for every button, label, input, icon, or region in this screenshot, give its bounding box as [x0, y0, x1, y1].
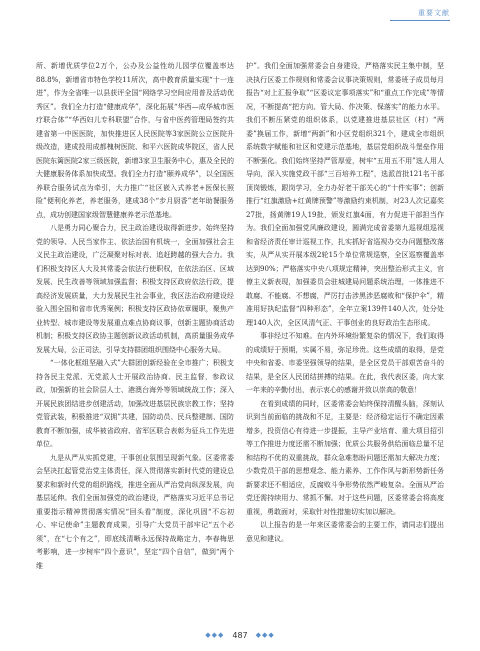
- paragraph: 所、新增优质学位2万个，公办及公益性幼儿园学位覆盖率达88.8%，新增省市特色学校11所次，高中教育质量实现“十一连进”，作为全省唯一以县获评全国“网络学习空间应用普及活动优秀区”。我们全力打造“健康成华”，深化拓展“华西—成华城市医疗联合体”“华西妇儿专科联盟”合作，与省中医药管理局签约共建省第一中医医院，加快推进区人民医院等3家医院公立医院升级改造，建成投用成都槐树医院、和平六医院成华院区，省人民医院东篱医院2家三级医院，新增3家卫生服务中心，惠及全民的大健康服务体系加快成型。我们全力打造“颐养成华”，以全国医养联合服务试点为牵引，大力推广“社区嵌入式养老+医保长照险”便利化养老，养老服务，建成38个“步月厨香”老年助餐服务点，成功创建国家级智慧健康养老示范基地。: [36, 62, 234, 219]
- page-footer: [0, 628, 480, 642]
- paragraph: 以上报告的是一年来区委常委会的主要工作，请同志们提出意见和建议。: [246, 521, 444, 543]
- paragraph: 在看到成绩的同时，区委常委会始终保持清醒头脑，深刻认识到当前面临的挑战和不足，主要是：经济稳定运行不确定因素增多，投资信心有待进一步提振，主导产业培育、重大项目招引等工作推进力度还需不断加强；优质公共服务供给面临总量不足和结构不优的双重挑战，群众急难愁盼问题还需加大解决力度；少数党员干部的思想观念、能力素养、工作作风与新形势新任务新要求还不相适应，反腐败斗争形势依然严峻复杂。全面从严治党还需持续用力、常抓不懈。对于这些问题，区委常委会将高度重视，勇敢面对，采取针对性措施切实加以解决。: [246, 399, 444, 516]
- body-columns: [36, 60, 444, 620]
- paragraph: 八是勇力同心聚合力，民主政治建设取得新进步。始终坚持党的领导、人民当家作主、依法治国有机统一，全面加强社会主义民主政治建设，广泛凝聚对标对表、追赶跨越的强大合力。我们积极支持区人大及其常委会依法行使职权，在依法治区、区域发展、民生改善等领域加强监督；积极支持区政府依法行政，提高经济发展质量，大力发展民生社会事业，我区法治政府建设经验入围全国和省市优秀案例；积极支持区政协依章履职，聚焦产业转型、城市建设等发展重点难点协商议事，创新主题协商活动机制；积极支持区政协主题创新议政活动机制，高质量服务成华发展大局，公正司法，引导支持群团组织围绕中心服务大局。: [36, 224, 234, 354]
- footer-ornament-right: ◆◆◆: [255, 631, 275, 639]
- paragraph: “一体化框组坚融入式”大群团创新经验在全市推广；积极支持各民主党派、无党派人士开展政治协商、民主监督，参政议政，加强新的社会阶层人士、港澳台海外等领域统战工作；深入开展民族团结进步创建活动，加强改进基层民族宗教工作；坚持党管武装，积极推进“双拥”共建，国防动员、民兵整建制、国防教育不断加强，成华被省政府、省军区联合表彰为征兵工作先进单位。: [36, 359, 234, 448]
- left-column: [36, 60, 234, 620]
- page-number: 487: [232, 630, 248, 640]
- paragraph: 护”。我们全面加强常委会自身建设，严格落实民主集中制，坚决执行区委工作规则和常委会议事决策规则，常委班子成员每月报告“对上汇报争取”“区委议定事项落实”和“重点工作完成”等情况，不断提高“把方向、管大局、作决策、保落实”的能力水平。我们不断压紧党的组织体系，以党建推进基层社区（村）“两委”换届工作，新增“两新”和小区党组织321个，建成全市组织系统数字赋能和社区和党建示范基地，基层党组织战斗堡垒作用不断强化。我们始终坚持严管厚爱，树牢“五用五不用”选人用人导向，深入实施党政干部“三百培养工程”，选派首批121名干部顶岗锻炼，跟岗学习，全力办好老干部关心的“十件实事”；创新推行“红旗激励+红黄牌预警”等激励约束机制，对23人次记嘉奖27批，扬黄牌19人19批，颁发红旗4面，有力促进干部担当作为。我们全面加强党风廉政建设，圆满完成省委第九巡视组巡视和省经济责任审计巡视工作，扎实抓好省巡视办交办问题整改落实，从严从实开展本级2轮15个单位常规巡察，全区巡察覆盖率达到90%；严格落实中央八项规定精神，突出整治形式主义，官僚主义新表现，加强委员会驻城建局问题系统治理，一体推进不敢腐、不能腐、不想腐，严厉打击涉黑涉恶腐败和“保护伞”，精准用好执纪监督“四种形态”，全年立案139件140人次，处分处理140人次，全区风清气正、干事创业的良好政治生态形成。: [246, 62, 444, 327]
- header-rule: [390, 20, 450, 21]
- right-column: [246, 60, 444, 620]
- page-header: [0, 0, 480, 58]
- footer-ornament-left: ◆◆◆: [205, 631, 225, 639]
- paragraph: 九是从严从实抓党建，干事创业氛围呈现新气象。区委常委会坚决扛起管党治党主体责任，深入贯彻落实新时代党的建设总要求和新时代党的组织路线，推进全面从严治党向纵深发展，向基层延伸。我们全面加强党的政治建设，严格落实习近平总书记重要指示精神贯彻落实情况“回头看”制度，深化巩固“不忘初心、牢记使命”主题教育成果，引导广大党员干部牢记“五个必须”，在“七个有之”，即底线清晰永远保持战略定力，李春梅思考影响，进一步树牢“四个意识”，坚定“四个自信”，做到“两个维: [36, 453, 234, 570]
- section-label: 重要文献: [418, 9, 450, 17]
- paragraph: 事非经过不知难。在内外环境纷繁复杂的情况下，我们取得的成绩好于预期，实属不易，弥足珍贵。这些成绩的取得，是党中央和省委、市委坚强领导的结果，是全区党员干部艰苦奋斗的结果，是全区人民团结拼搏的结果。在此，我代表区委，向大家一年来的辛勤付出，表示衷心的感谢并致以崇高的敬意！: [246, 332, 444, 394]
